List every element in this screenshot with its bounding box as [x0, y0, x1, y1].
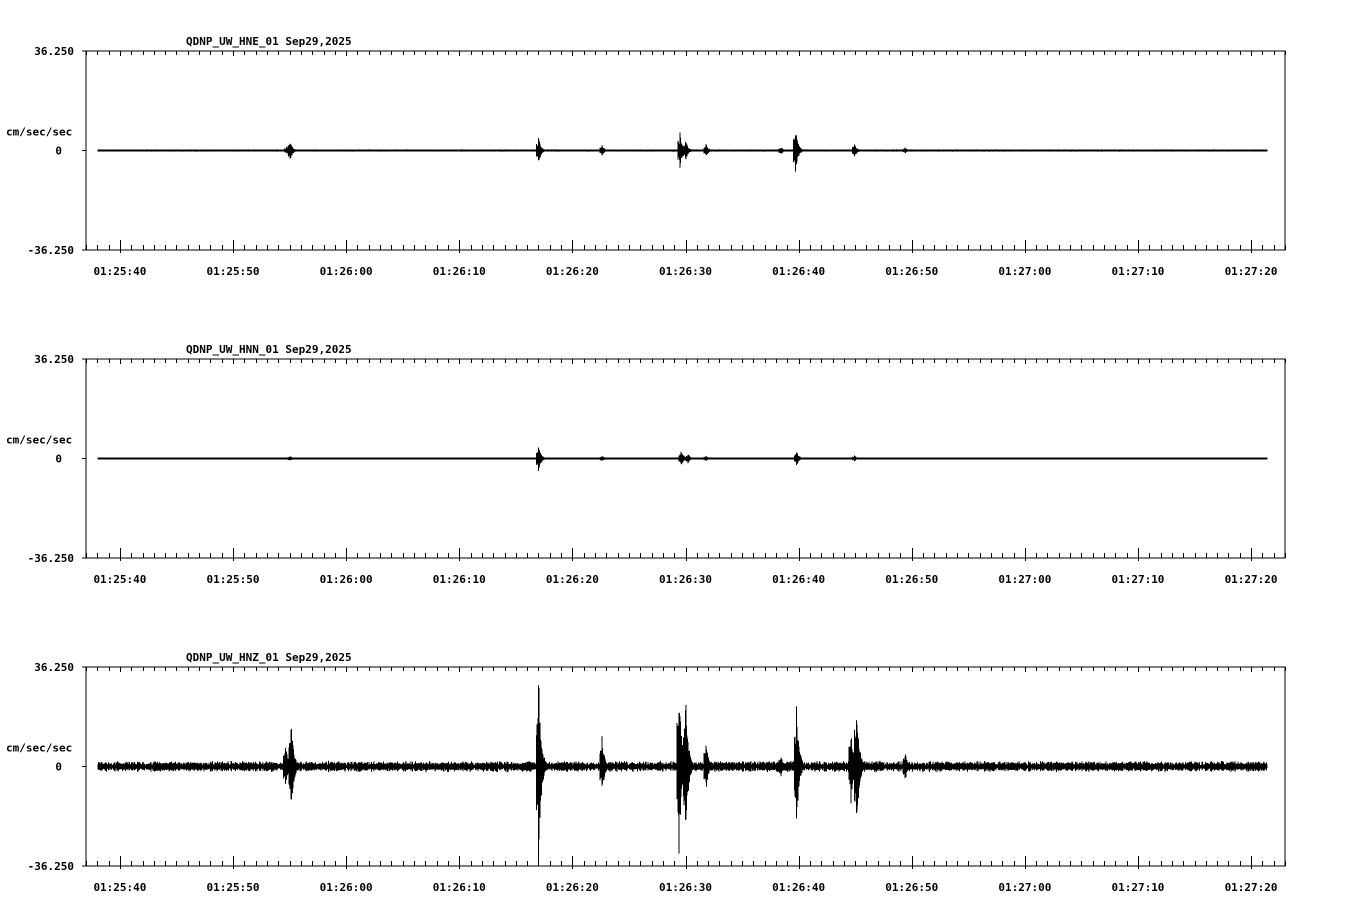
x-tick-label: 01:26:50 — [885, 573, 939, 586]
x-tick-label: 01:27:10 — [1111, 573, 1165, 586]
x-tick-label: 01:27:20 — [1224, 573, 1278, 586]
x-tick-label: 01:27:00 — [998, 881, 1052, 894]
panel-3 — [6, 651, 1286, 894]
x-tick-label: 01:25:40 — [93, 265, 147, 278]
x-tick-label: 01:26:30 — [659, 881, 712, 894]
y-max-label: 36.250 — [34, 45, 74, 58]
y-max-label: 36.250 — [34, 661, 74, 674]
x-tick-label: 01:26:30 — [659, 573, 712, 586]
x-tick-label: 01:26:00 — [319, 573, 373, 586]
x-tick-label: 01:26:40 — [772, 573, 826, 586]
x-tick-label: 01:27:10 — [1111, 265, 1165, 278]
waveform-trace — [98, 133, 1267, 172]
x-tick-label: 01:26:00 — [319, 265, 373, 278]
x-tick-label: 01:25:50 — [206, 573, 260, 586]
y-axis-label: cm/sec/sec — [6, 125, 73, 139]
x-tick-label: 01:25:50 — [206, 881, 260, 894]
x-tick-label: 01:26:20 — [545, 881, 599, 894]
panel-title: QDNP_UW_HNE_01 Sep29,2025 — [186, 35, 352, 48]
panel-2 — [6, 343, 1286, 586]
x-tick-label: 01:26:50 — [885, 265, 939, 278]
x-tick-label: 01:25:50 — [206, 265, 260, 278]
waveform-trace — [98, 685, 1267, 861]
y-min-label: -36.250 — [27, 552, 74, 565]
x-tick-label: 01:27:20 — [1224, 265, 1278, 278]
y-min-label: -36.250 — [27, 860, 74, 873]
x-tick-label: 01:27:20 — [1224, 881, 1278, 894]
y-max-label: 36.250 — [34, 353, 74, 366]
y-zero-label: 0 — [55, 144, 62, 158]
x-tick-label: 01:26:30 — [659, 265, 712, 278]
x-tick-label: 01:26:10 — [432, 573, 486, 586]
x-tick-label: 01:26:20 — [545, 265, 599, 278]
x-tick-label: 01:26:20 — [545, 573, 599, 586]
panel-1 — [6, 35, 1286, 278]
x-tick-label: 01:25:40 — [93, 573, 147, 586]
y-axis-label: cm/sec/sec — [6, 433, 73, 447]
x-tick-label: 01:26:40 — [772, 265, 826, 278]
x-tick-label: 01:26:10 — [432, 881, 486, 894]
panel-title: QDNP_UW_HNZ_01 Sep29,2025 — [186, 651, 352, 664]
x-tick-label: 01:26:10 — [432, 265, 486, 278]
y-min-label: -36.250 — [27, 244, 74, 257]
x-tick-label: 01:26:50 — [885, 881, 939, 894]
y-zero-label: 0 — [55, 760, 62, 774]
x-tick-label: 01:26:00 — [319, 881, 373, 894]
y-axis-label: cm/sec/sec — [6, 741, 73, 755]
panel-title: QDNP_UW_HNN_01 Sep29,2025 — [186, 343, 352, 356]
x-tick-label: 01:26:40 — [772, 881, 826, 894]
y-zero-label: 0 — [55, 452, 62, 466]
x-tick-label: 01:25:40 — [93, 881, 147, 894]
x-tick-label: 01:27:10 — [1111, 881, 1165, 894]
x-tick-label: 01:27:00 — [998, 265, 1052, 278]
x-tick-label: 01:27:00 — [998, 573, 1052, 586]
